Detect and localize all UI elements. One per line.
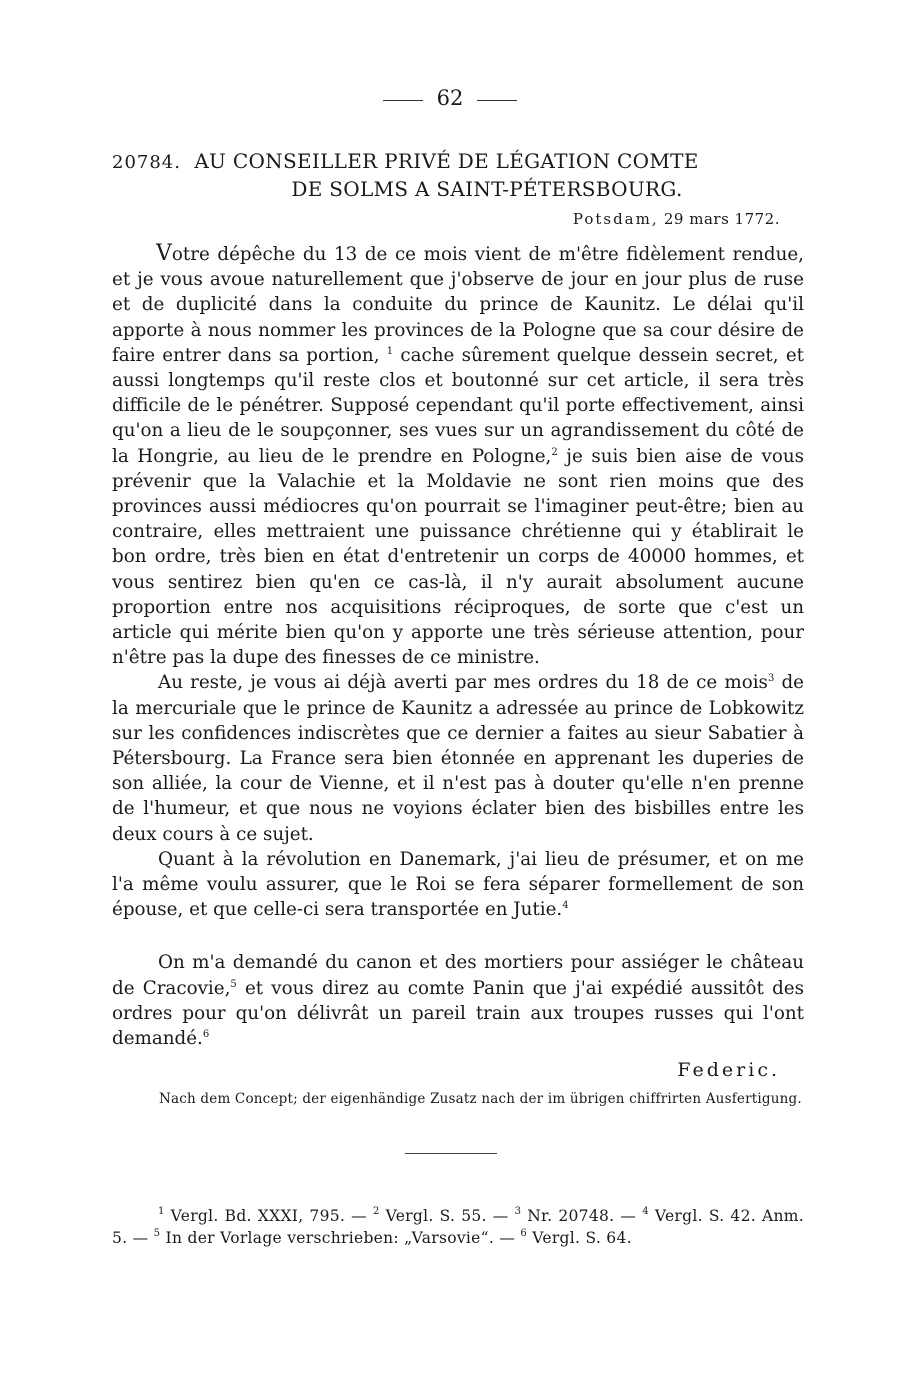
paragraph-text: de la mercuriale que le prince de Kaunitz a adressée au prince de Lobkowitz sur les confidences indiscrètes que ce dernier a faites au sieur Sabatier à Pétersbourg. La France sera bien étonnée en apprenant les duperies de son alliée, la cour de Vienne, et il n'est pas à douter qu'elle n'en prenne de l'humeur, et que nous ne voyions éclater bien des bisbilles entre les deux cours à ce sujet. <box>112 672 805 845</box>
footnote-ref: 4 <box>562 900 569 912</box>
dateline-date: 29 mars 1772. <box>663 210 780 228</box>
header-dash-right <box>477 100 517 101</box>
body-paragraph <box>112 847 804 923</box>
heading-line-1 <box>112 148 802 176</box>
body-paragraph <box>112 670 804 846</box>
footnote-marker: 6 <box>520 1228 528 1239</box>
heading-text-1: AU CONSEILLER PRIVÉ DE LÉGATION COMTE <box>194 149 699 173</box>
footnote-text: Vergl. S. 42. Anm. 5. <box>112 1207 804 1247</box>
footnote-text: Vergl. S. 55. <box>379 1207 487 1225</box>
header-dash-left <box>383 100 423 101</box>
dateline-place: Potsdam, <box>572 210 659 228</box>
paragraph-text: cache sûrement quelque dessein secret, et aussi longtemps qu'il reste clos et boutonné sur cet article, il sera très difficile de le pénétrer. Supposé cependant qu'il porte effectivement, ainsi qu'on a lieu de le soupçonner, ses vues sur un agrandissement du côté de la Hongrie, au lieu de le prendre en Pologne, <box>112 344 804 467</box>
paragraph-text: et vous direz au comte Panin que j'ai expédié aussitôt des ordres pour qu'on délivrât un pareil train aux troupes russes qui l'ont demandé. <box>112 977 804 1050</box>
heading-line-2: DE SOLMS A SAINT-PÉTERSBOURG. <box>291 177 683 201</box>
paragraph-text: Au reste, je vous ai déjà averti par mes ordres du 18 de ce mois <box>158 672 768 694</box>
footnote-ref: 2 <box>551 446 558 458</box>
footnote-text: In der Vorlage verschrieben: „Varsovie“. <box>160 1229 495 1247</box>
footnote-ref: 6 <box>202 1029 210 1041</box>
footnote-text: Nr. 20748. <box>521 1207 615 1225</box>
paragraph-text: otre dépêche du 13 de ce mois vient de m'être fidèlement rendue, et je vous avoue naturellement que j'observe de jour en jour plus de ruse et de duplicité dans la conduite du prince de Kaunitz. Le délai qu'il apporte à nous nommer les provinces de la Pologne que sa cour désire de faire entrer dans sa portion, <box>112 244 804 366</box>
footnote-marker: 4 <box>642 1206 649 1217</box>
footnote-marker: 1 <box>158 1206 165 1217</box>
letter-body <box>112 241 804 1051</box>
footnote-marker: 3 <box>514 1206 522 1217</box>
dateline <box>573 210 780 228</box>
footnote-ref: 3 <box>767 673 775 685</box>
footnote-ref: 5 <box>230 978 237 990</box>
source-note: Nach dem Concept; der eigenhändige Zusatz nach der im übrigen chiffrirten Ausfertigung. <box>159 1091 802 1107</box>
body-paragraph <box>112 241 804 670</box>
footnotes: $^1$ Vergl. Bd. XXXI, 795. — $^2$ Vergl. S. 55. — $^3$ Nr. 20748. — $^4$ Vergl. S. 42. Anm. 5. — $^5$ In der Vorlage verschrieben: „Varsovie“. — $^6$ Vergl. S. 64. <box>112 1206 804 1247</box>
paragraph-text: je suis bien aise de vous prévenir que la Valachie et la Moldavie ne sont rien moins que des provinces aussi médiocres qu'on pourrait se l'imaginer peut-être; bien au contraire, elles mettraient une puissance chrétienne qui y établirait le bon ordre, très bien en état d'entretenir un corps de 40000 hommes, et vous sentirez bien qu'en ce cas-là, il n'y aurait absolument aucune proportion entre nos acquisitions réciproques, de sorte que c'est un article qui mérite bien qu'on y apporte une très sérieuse attention, pour n'être pas la dupe des finesses de ce ministre. <box>112 445 805 669</box>
letter-number: 20784. <box>112 152 181 173</box>
paragraph-text: Quant à la révolution en Danemark, j'ai lieu de présumer, et on me l'a même voulu assurer, que le Roi se fera séparer formellement de son épouse, et que celle-ci sera transportée en Jutie. <box>112 848 804 921</box>
body-paragraph <box>112 950 804 1051</box>
initial-letter: V <box>156 241 172 266</box>
footnote-marker: 2 <box>372 1206 380 1217</box>
page-number: 62 <box>436 86 464 110</box>
paragraph-text: On m'a demandé du canon et des mortiers pour assiéger le château de Cracovie, <box>112 952 804 999</box>
section-divider <box>405 1153 497 1154</box>
footnote-ref: 1 <box>386 345 394 357</box>
page-header <box>0 86 900 110</box>
footnote-text: Vergl. S. 64. <box>527 1229 632 1247</box>
footnote-text: Vergl. Bd. XXXI, 795. <box>164 1207 346 1225</box>
footnote-marker: 5 <box>153 1228 161 1239</box>
letter-heading <box>112 148 802 202</box>
signature: Federic. <box>677 1059 780 1081</box>
